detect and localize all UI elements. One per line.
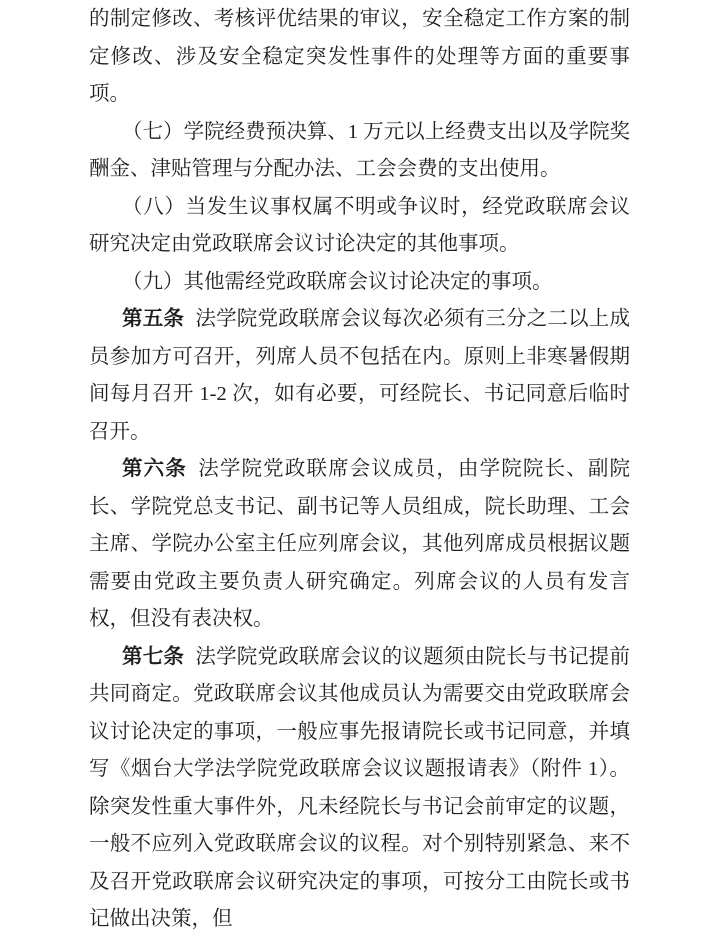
article-number: 第六条 (122, 458, 187, 480)
article-number: 第七条 (122, 645, 185, 668)
para-continuation (89, 1, 630, 114)
paragraph-text: （九）其他需经党政联席会议讨论决定的事项。 (122, 270, 553, 293)
paragraph-text: （八）当发生议事权属不明或争议时，经党政联席会议研究决定由党政联席会议讨论决定的其他事项。 (89, 195, 630, 255)
document-body (89, 1, 630, 939)
para-item-8 (89, 189, 630, 264)
para-item-7 (89, 114, 630, 189)
paragraph-text: 法学院党政联席会议的议题须由院长与书记提前共同商定。党政联席会议其他成员认为需要交由党政联席会议讨论决定的事项，一般应事先报请院长或书记同意，并填写《烟台大学法学院党政联席会议议题报请表》（附件 1）。除突发性重大事件外，凡未经院长与书记会前审定的议题，一般不应列入党政联席会议的议程。对个别特别紧急、来不及召开党政联席会议研究决定的事项，可按分工由院长或书记做出决策，但 (89, 645, 631, 930)
article-number: 第五条 (122, 308, 185, 330)
para-item-9 (89, 264, 630, 302)
para-article-5 (89, 301, 630, 451)
paragraph-text: 法学院党政联席会议成员，由学院院长、副院长、学院党总支书记、副书记等人员组成，院长助理、工会主席、学院办公室主任应列席会议，其他列席成员根据议题需要由党政主要负责人研究确定。列席会议的人员有发言权，但没有表决权。 (89, 458, 631, 630)
paragraph-text: （七）学院经费预决算、1 万元以上经费支出以及学院奖酬金、津贴管理与分配办法、工会会费的支出使用。 (89, 120, 630, 180)
para-article-6 (89, 451, 630, 639)
paragraph-text: 的制定修改、考核评优结果的审议，安全稳定工作方案的制定修改、涉及安全稳定突发性事件的处理等方面的重要事项。 (89, 8, 630, 105)
para-article-7 (89, 639, 630, 939)
paragraph-text: 法学院党政联席会议每次必须有三分之二以上成员参加方可召开，列席人员不包括在内。原则上非寒暑假期间每月召开 1-2 次，如有必要，可经院长、书记同意后临时召开。 (89, 308, 631, 443)
